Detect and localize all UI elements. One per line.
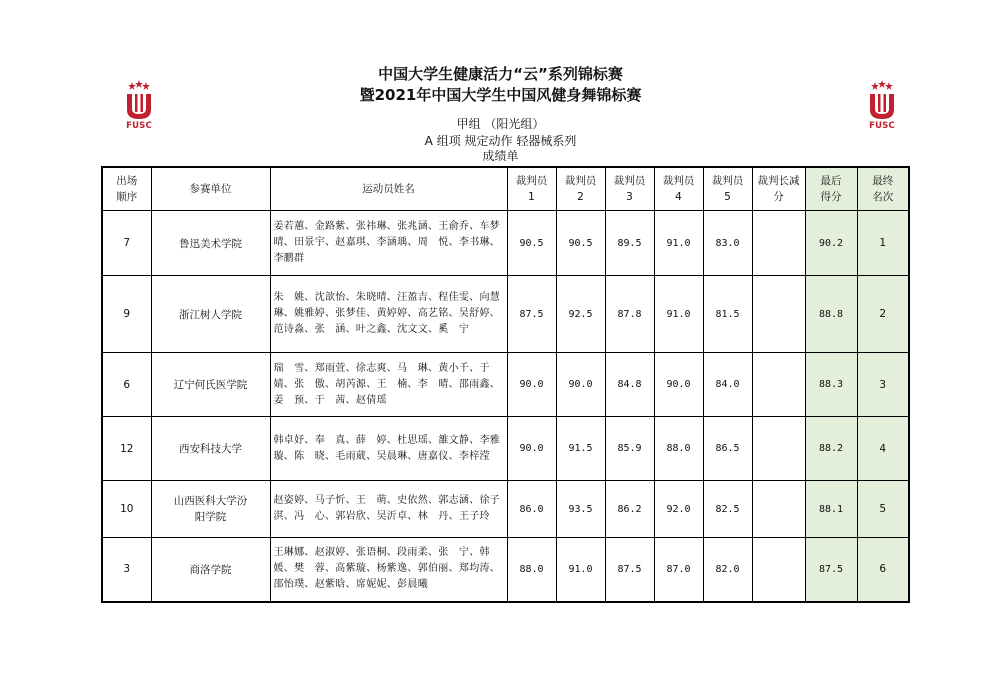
cell-judge-3: 87.8: [605, 276, 654, 353]
cell-judge-1: 87.5: [507, 276, 556, 353]
table-row: [102, 211, 909, 276]
header-judge-4: 裁判员4: [654, 167, 703, 211]
cell-final-rank: 3: [857, 353, 909, 417]
cell-unit: 辽宁何氏医学院: [151, 353, 270, 417]
cell-unit: 山西医科大学汾阳学院: [151, 481, 270, 538]
cell-judge-2: 92.5: [556, 276, 605, 353]
cell-judge-4: 88.0: [654, 417, 703, 481]
cell-deduction: [752, 481, 805, 538]
cell-judge-2: 90.0: [556, 353, 605, 417]
cell-judge-5: 81.5: [703, 276, 752, 353]
cell-athletes: 王琳娜、赵淑婷、张语桐、段雨柔、张 宁、韩 媛、樊 蓉、高紫璇、杨紫逸、郭伯丽、郑均涛、邵怡璞、赵紫晗、席妮妮、彭晨曦: [270, 538, 507, 602]
cell-deduction: [752, 276, 805, 353]
table-row: [102, 538, 909, 602]
cell-athletes: 姜若蕙、金路紫、张祎琳、张兆涵、王俞乔、车梦晴、田景宇、赵嘉琪、李涵瑀、周 悦、李书琳、李鹏群: [270, 211, 507, 276]
cell-judge-1: 88.0: [507, 538, 556, 602]
header-athletes: 运动员姓名: [270, 167, 507, 211]
cell-unit: 鲁迅美术学院: [151, 211, 270, 276]
cell-order: 6: [102, 353, 151, 417]
cell-deduction: [752, 211, 805, 276]
cell-final-score: 90.2: [805, 211, 857, 276]
cell-order: 7: [102, 211, 151, 276]
cell-final-score: 88.2: [805, 417, 857, 481]
table-row: [102, 417, 909, 481]
cell-final-score: 88.1: [805, 481, 857, 538]
cell-order: 9: [102, 276, 151, 353]
logo-text: FUSC: [869, 121, 895, 131]
cell-final-rank: 5: [857, 481, 909, 538]
cell-judge-1: 90.0: [507, 417, 556, 481]
cell-judge-3: 85.9: [605, 417, 654, 481]
cell-athletes: 赵姿婷、马子忻、王 萌、史依然、郭志涵、徐子淇、冯 心、郭岩欣、吴沂卓、林 丹、王子玲: [270, 481, 507, 538]
cell-judge-5: 86.5: [703, 417, 752, 481]
cell-judge-2: 90.5: [556, 211, 605, 276]
cell-final-score: 87.5: [805, 538, 857, 602]
cell-athletes: 韩卓妤、奉 真、薛 婷、杜思瑶、雒文静、李雅璇、陈 晓、毛雨葳、吴晨琳、唐嘉仪、李梓滢: [270, 417, 507, 481]
header-unit: 参赛单位: [151, 167, 270, 211]
cell-judge-4: 87.0: [654, 538, 703, 602]
cell-judge-5: 84.0: [703, 353, 752, 417]
cell-unit: 商洛学院: [151, 538, 270, 602]
cell-unit: 西安科技大学: [151, 417, 270, 481]
cell-judge-2: 93.5: [556, 481, 605, 538]
cell-judge-3: 84.8: [605, 353, 654, 417]
cell-judge-4: 92.0: [654, 481, 703, 538]
cell-judge-2: 91.5: [556, 417, 605, 481]
category-label: A 组项 规定动作 轻器械系列: [424, 134, 577, 148]
group-label: 甲组 （阳光组）: [456, 117, 545, 131]
cell-judge-4: 91.0: [654, 276, 703, 353]
cell-final-score: 88.8: [805, 276, 857, 353]
document-subtitle: 暨2021年中国大学生中国风健身舞锦标赛: [359, 86, 642, 104]
header-judge-5: 裁判员5: [703, 167, 752, 211]
table-row: [102, 276, 909, 353]
header-judge-2: 裁判员2: [556, 167, 605, 211]
cell-deduction: [752, 353, 805, 417]
logo-text: FUSC: [126, 121, 152, 131]
header-final-rank: 最终名次: [857, 167, 909, 211]
cell-judge-3: 87.5: [605, 538, 654, 602]
cell-judge-2: 91.0: [556, 538, 605, 602]
cell-judge-1: 90.5: [507, 211, 556, 276]
table-row: [102, 481, 909, 538]
document-title: 中国大学生健康活力“云”系列锦标赛: [378, 65, 623, 83]
cell-final-rank: 6: [857, 538, 909, 602]
cell-unit: 浙江树人学院: [151, 276, 270, 353]
cell-deduction: [752, 538, 805, 602]
cell-judge-5: 82.5: [703, 481, 752, 538]
cell-order: 12: [102, 417, 151, 481]
header-judge-1: 裁判员1: [507, 167, 556, 211]
cell-judge-5: 82.0: [703, 538, 752, 602]
cell-final-rank: 2: [857, 276, 909, 353]
cell-judge-3: 86.2: [605, 481, 654, 538]
sheet-label: 成绩单: [482, 149, 519, 163]
header-row: [102, 167, 909, 211]
cell-order: 10: [102, 481, 151, 538]
cell-judge-1: 86.0: [507, 481, 556, 538]
cell-final-rank: 4: [857, 417, 909, 481]
cell-judge-1: 90.0: [507, 353, 556, 417]
cell-judge-4: 91.0: [654, 211, 703, 276]
cell-deduction: [752, 417, 805, 481]
cell-judge-5: 83.0: [703, 211, 752, 276]
header-final-score: 最后得分: [805, 167, 857, 211]
cell-athletes: 瑞 雪、郑雨萱、徐志爽、马 琳、黄小千、于 婧、张 傲、胡芮源、王 楠、李 晴、邵雨鑫、姜 预、于 茜、赵倩瑶: [270, 353, 507, 417]
cell-final-score: 88.3: [805, 353, 857, 417]
header-order: 出场顺序: [102, 167, 151, 211]
cell-athletes: 朱 姚、沈歆怡、朱晓晴、汪盈吉、程佳雯、向慧琳、姚雅婷、张梦佳、黄婷婷、高艺铭、吴舒婷、范诗淼、张 涵、叶之鑫、沈文文、奚 宁: [270, 276, 507, 353]
cell-judge-3: 89.5: [605, 211, 654, 276]
results-table: [101, 166, 910, 603]
header-judge-3: 裁判员3: [605, 167, 654, 211]
header-deduction: 裁判长减分: [752, 167, 805, 211]
table-row: [102, 353, 909, 417]
cell-judge-4: 90.0: [654, 353, 703, 417]
cell-final-rank: 1: [857, 211, 909, 276]
cell-order: 3: [102, 538, 151, 602]
